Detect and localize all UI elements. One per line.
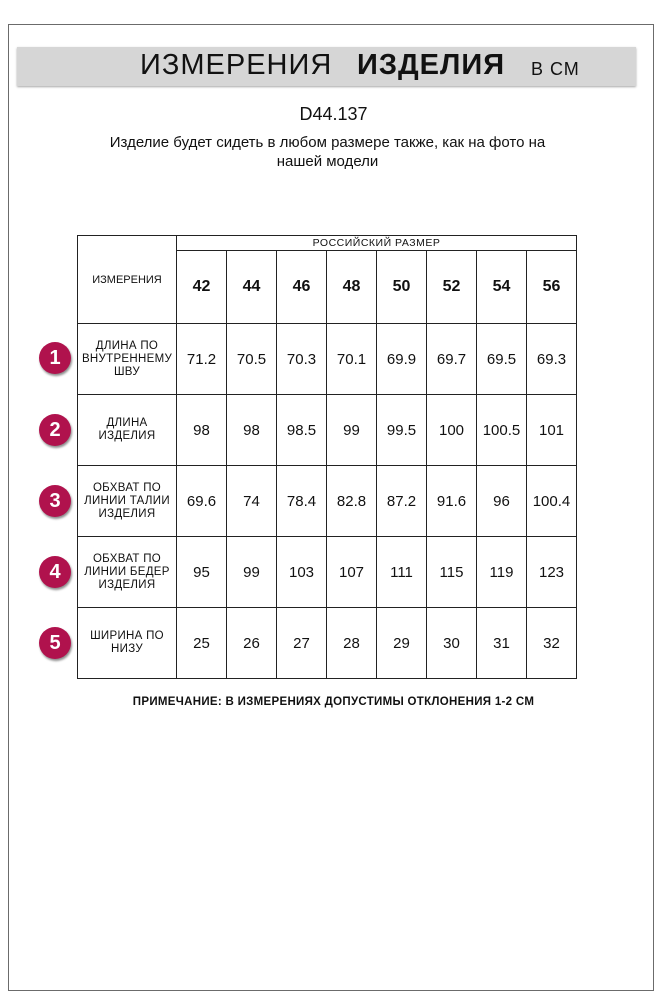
value-cell: 100.5	[477, 395, 527, 466]
value-cell: 95	[177, 537, 227, 608]
size-header: 52	[427, 251, 477, 324]
value-cell: 91.6	[427, 466, 477, 537]
value-cell: 31	[477, 608, 527, 679]
value-cell: 101	[527, 395, 577, 466]
value-cell: 111	[377, 537, 427, 608]
size-table	[77, 235, 577, 679]
value-cell: 100	[427, 395, 477, 466]
table-row	[78, 608, 577, 679]
value-cell: 70.3	[277, 324, 327, 395]
table-row	[78, 395, 577, 466]
size-header: 42	[177, 251, 227, 324]
value-cell: 78.4	[277, 466, 327, 537]
value-cell: 98	[227, 395, 277, 466]
size-header: 44	[227, 251, 277, 324]
value-cell: 26	[227, 608, 277, 679]
title-measurements: ИЗМЕРЕНИЯ	[140, 49, 333, 81]
size-header: 48	[327, 251, 377, 324]
size-header: 56	[527, 251, 577, 324]
value-cell: 119	[477, 537, 527, 608]
value-cell: 30	[427, 608, 477, 679]
value-cell: 98	[177, 395, 227, 466]
value-cell: 69.9	[377, 324, 427, 395]
measurement-label: ОБХВАТ ПО ЛИНИИ ТАЛИИ ИЗДЕЛИЯ	[78, 466, 177, 537]
measurement-label: ДЛИНА ПО ВНУТРЕННЕМУ ШВУ	[78, 324, 177, 395]
measurement-header: ИЗМЕРЕНИЯ	[78, 236, 177, 324]
value-cell: 100.4	[527, 466, 577, 537]
value-cell: 32	[527, 608, 577, 679]
value-cell: 69.3	[527, 324, 577, 395]
row-number-badge-2: 2	[39, 414, 71, 446]
size-header: 46	[277, 251, 327, 324]
value-cell: 71.2	[177, 324, 227, 395]
row-number-badge-3: 3	[39, 485, 71, 517]
size-header: 54	[477, 251, 527, 324]
value-cell: 69.5	[477, 324, 527, 395]
value-cell: 115	[427, 537, 477, 608]
row-number-badge-1: 1	[39, 342, 71, 374]
measurement-label: ОБХВАТ ПО ЛИНИИ БЕДЕР ИЗДЕЛИЯ	[78, 537, 177, 608]
table-row	[78, 466, 577, 537]
title-unit: В СМ	[531, 59, 580, 79]
value-cell: 69.6	[177, 466, 227, 537]
value-cell: 99.5	[377, 395, 427, 466]
value-cell: 107	[327, 537, 377, 608]
value-cell: 99	[327, 395, 377, 466]
row-number-badge-4: 4	[39, 556, 71, 588]
value-cell: 29	[377, 608, 427, 679]
value-cell: 70.5	[227, 324, 277, 395]
value-cell: 27	[277, 608, 327, 679]
size-group-header: РОССИЙСКИЙ РАЗМЕР	[177, 236, 577, 251]
fit-description: Изделие будет сидеть в любом размере также, как на фото на нашей модели	[109, 134, 546, 170]
value-cell: 99	[227, 537, 277, 608]
value-cell: 82.8	[327, 466, 377, 537]
value-cell: 74	[227, 466, 277, 537]
measurement-label: ДЛИНА ИЗДЕЛИЯ	[78, 395, 177, 466]
value-cell: 103	[277, 537, 327, 608]
size-header: 50	[377, 251, 427, 324]
table-row	[78, 537, 577, 608]
article-number: D44.137	[299, 104, 368, 124]
measurement-label: ШИРИНА ПО НИЗУ	[78, 608, 177, 679]
value-cell: 25	[177, 608, 227, 679]
value-cell: 69.7	[427, 324, 477, 395]
value-cell: 28	[327, 608, 377, 679]
value-cell: 123	[527, 537, 577, 608]
tolerance-note: ПРИМЕЧАНИЕ: В ИЗМЕРЕНИЯХ ДОПУСТИМЫ ОТКЛОНЕНИЯ 1-2 СМ	[132, 696, 535, 708]
row-number-badge-5: 5	[39, 627, 71, 659]
value-cell: 96	[477, 466, 527, 537]
value-cell: 98.5	[277, 395, 327, 466]
value-cell: 87.2	[377, 466, 427, 537]
table-row	[78, 324, 577, 395]
value-cell: 70.1	[327, 324, 377, 395]
title-product: ИЗДЕЛИЯ	[357, 49, 506, 81]
